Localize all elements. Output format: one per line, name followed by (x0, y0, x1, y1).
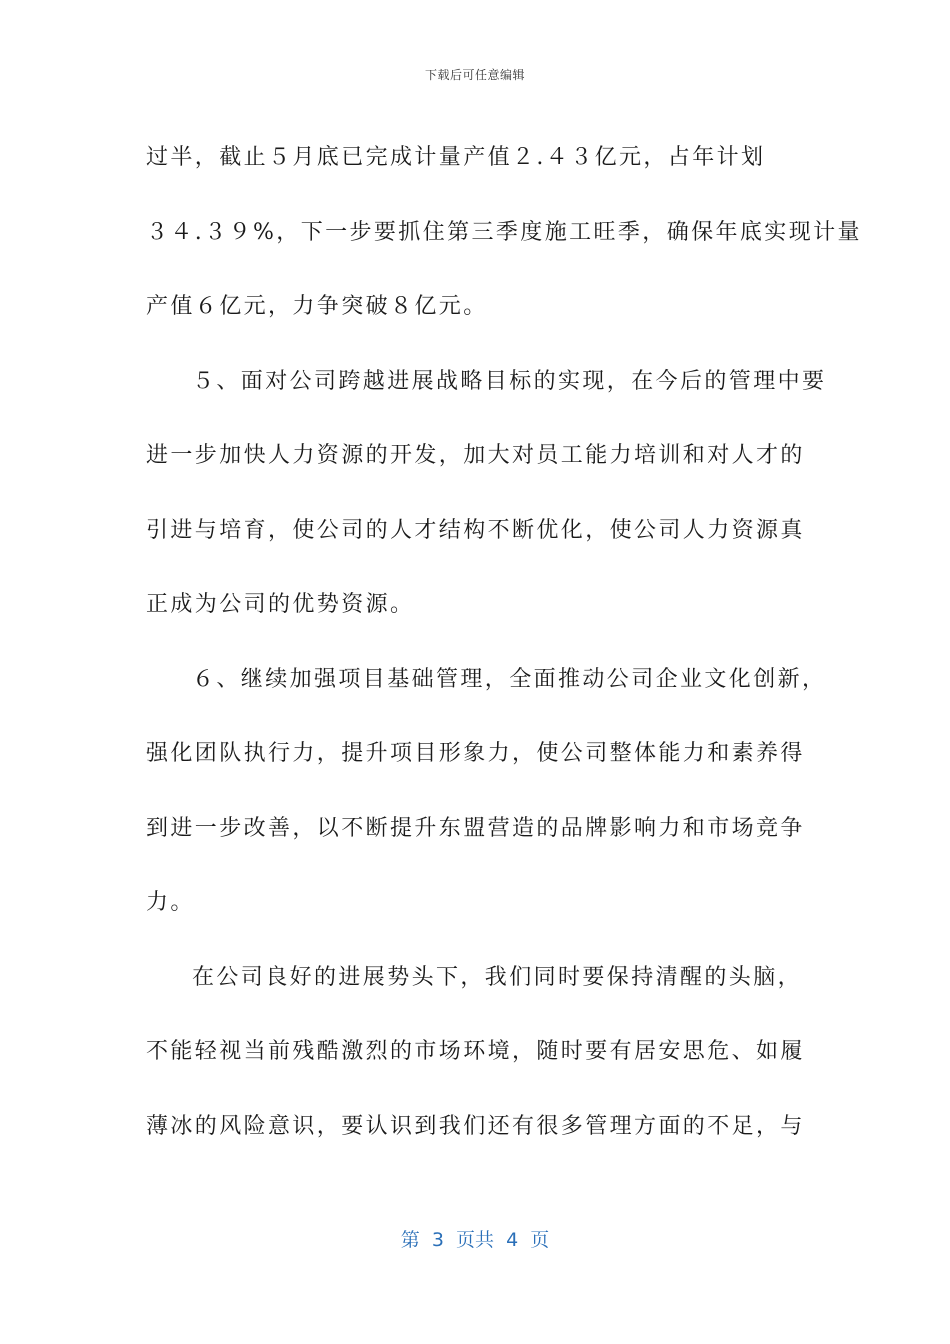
document-body (146, 121, 862, 1164)
page-header-note: 下载后可任意编辑 (424, 68, 525, 82)
text-line: 引进与培育，使公司的人才结构不断优化，使公司人力资源真 (146, 517, 805, 543)
text-line: 正成为公司的优势资源。 (146, 592, 415, 617)
text-line: 进一步加快人力资源的开发，加大对员工能力培训和对人才的 (146, 443, 805, 468)
paragraph-start-line: ５、面对公司跨越进展战略目标的实现，在今后的管理中要 (192, 368, 827, 394)
text-line: 薄冰的风险意识，要认识到我们还有很多管理方面的不足，与 (146, 1113, 805, 1139)
text-line: 过半，截止５月底已完成计量产值２.４３亿元，占年计划 (146, 145, 766, 170)
text-line: 力。 (146, 890, 195, 915)
text-line: 到进一步改善，以不断提升东盟营造的品牌影响力和市场竞争 (146, 815, 805, 841)
paragraph-start-line: ６、继续加强项目基础管理，全面推动公司企业文化创新， (192, 666, 827, 692)
page-number-footer: 第 3 页共 4 页 (400, 1229, 550, 1251)
text-line: 产值６亿元，力争突破８亿元。 (146, 294, 488, 319)
text-line: 不能轻视当前残酷激烈的市场环境，随时要有居安思危、如履 (146, 1039, 805, 1064)
text-line: 强化团队执行力，提升项目形象力，使公司整体能力和素养得 (146, 741, 805, 766)
paragraph-start-line: 在公司良好的进展势头下，我们同时要保持清醒的头脑， (192, 964, 803, 990)
text-line: ３４.３９%，下一步要抓住第三季度施工旺季，确保年底实现计量 (146, 219, 862, 245)
